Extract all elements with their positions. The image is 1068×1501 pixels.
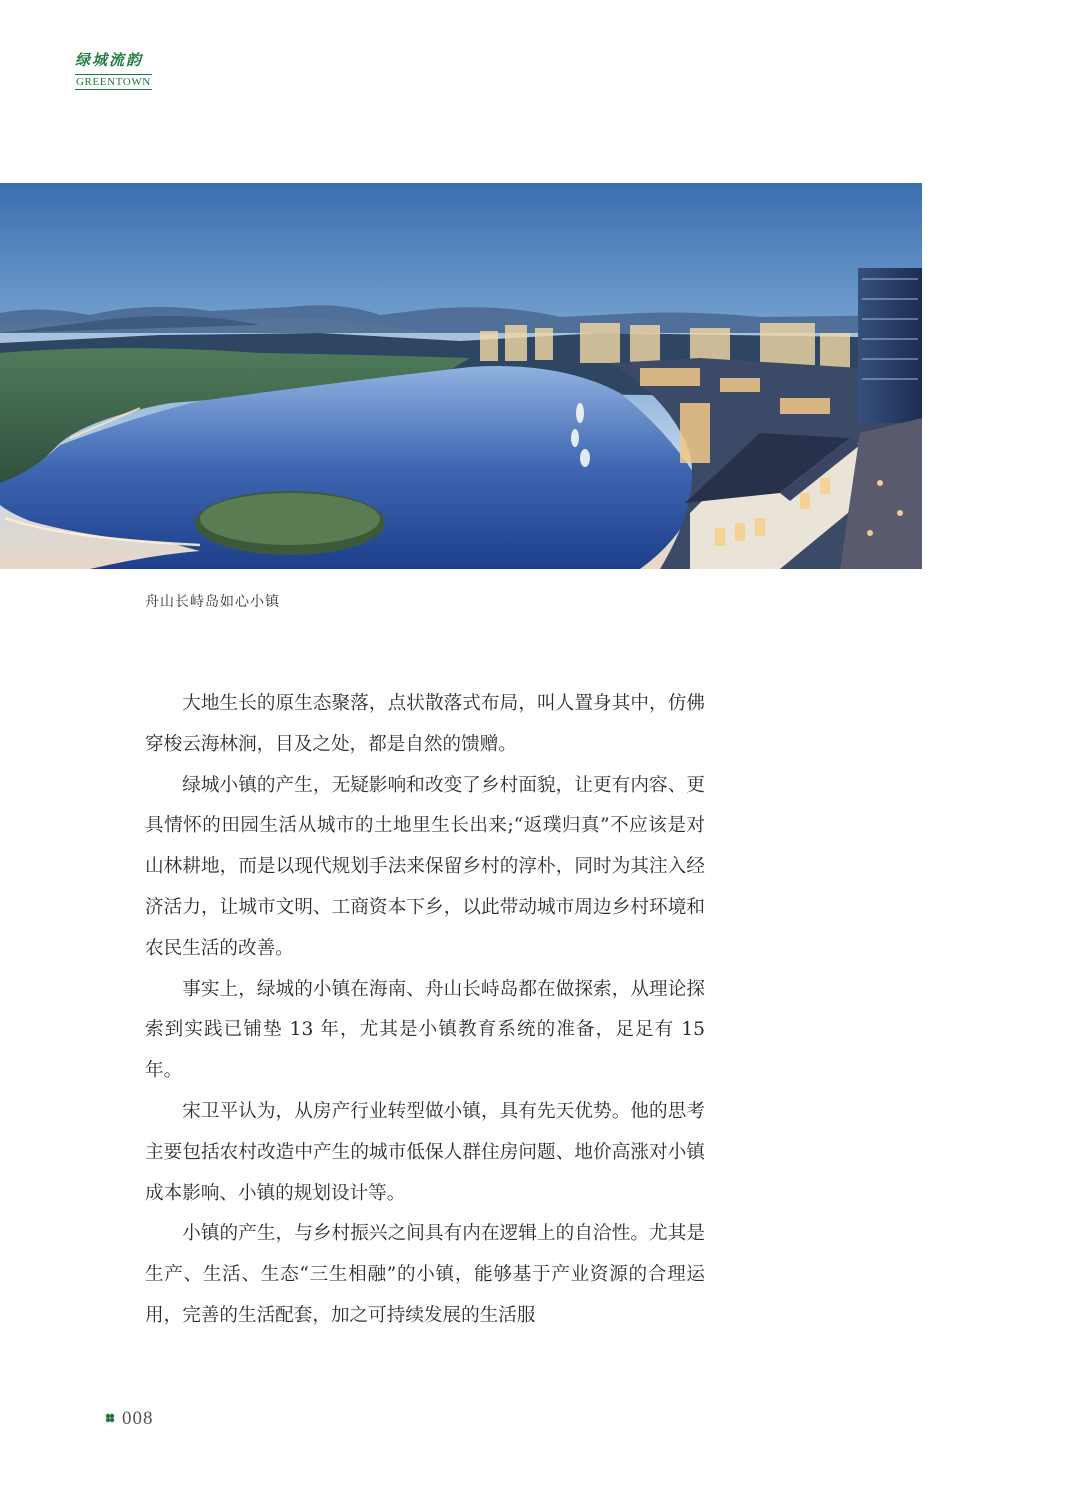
paragraph: 事实上，绿城的小镇在海南、舟山长峙岛都在做探索，从理论探索到实践已铺垫 13 年，尤其是小镇教育系统的准备，足足有 15 年。 xyxy=(145,978,705,1082)
paragraph: 小镇的产生，与乡村振兴之间具有内在逻辑上的自洽性。尤其是生产、生活、生态“三生相融”的小镇，能够基于产业资源的合理运用，完善的生活配套，加之可持续发展的生活服 xyxy=(145,1223,705,1326)
greentown-leaf-icon xyxy=(90,1408,116,1430)
paragraph: 绿城小镇的产生，无疑影响和改变了乡村面貌，让更有内容、更具情怀的田园生活从城市的土地里生长出来;“返璞归真”不应该是对山林耕地，而是以现代规划手法来保留乡村的淳朴，同时为其注入经济活力，让城市文明、工商资本下乡，以此带动城市周边乡村环境和农民生活的改善。 xyxy=(145,774,705,959)
page-number: 008 xyxy=(122,1408,154,1429)
paragraph: 宋卫平认为，从房产行业转型做小镇，具有先天优势。他的思考主要包括农村改造中产生的城市低保人群住房问题、地价高涨对小镇成本影响、小镇的规划设计等。 xyxy=(145,1100,705,1204)
page-footer xyxy=(90,1408,154,1430)
logo-english-text: GREENTOWN xyxy=(76,76,151,88)
photo-caption: 舟山长峙岛如心小镇 xyxy=(145,594,280,610)
logo-chinese-text: 绿城流韵 xyxy=(75,51,144,69)
greentown-logo xyxy=(75,50,155,90)
paragraph: 大地生长的原生态聚落，点状散落式布局，叫人置身其中，仿佛穿梭云海林涧，目及之处，都是自然的馈赠。 xyxy=(145,693,705,755)
town-photo xyxy=(0,183,922,569)
article-body xyxy=(145,684,705,1337)
